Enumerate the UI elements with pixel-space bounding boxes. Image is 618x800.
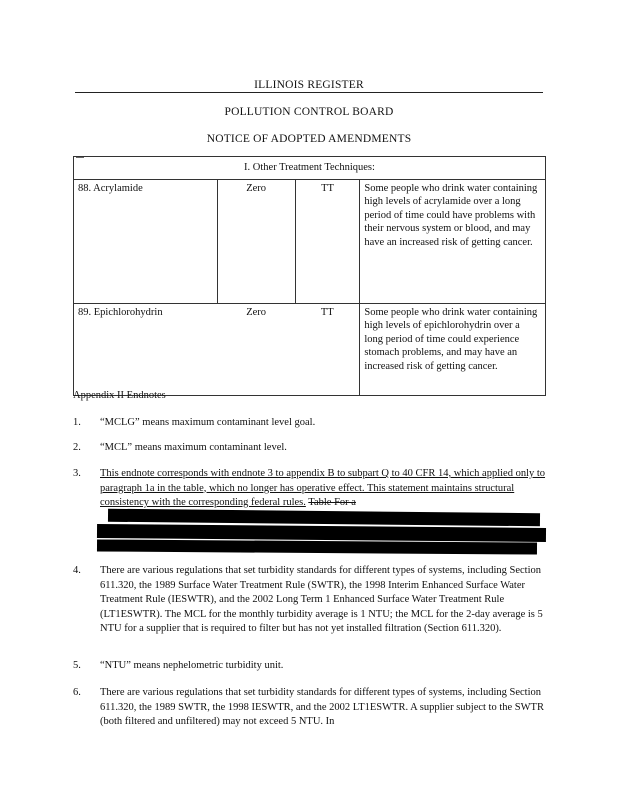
redaction-bar bbox=[108, 509, 540, 527]
table-row bbox=[74, 303, 546, 395]
endnote-number: 5. bbox=[73, 660, 81, 671]
table-section-row bbox=[74, 157, 546, 180]
redaction-bar bbox=[97, 539, 537, 554]
endnote-text: “NTU” means nephelometric turbidity unit. bbox=[100, 660, 284, 671]
effects-cell: Some people who drink water containing high levels of acrylamide over a long period of time could have problems with their nervous system or blood, and may have an increased risk of getting cancer. bbox=[360, 179, 546, 303]
endnote-number: 2. bbox=[73, 442, 81, 453]
endnote-number: 4. bbox=[73, 565, 81, 576]
appendix-title: Appendix II Endnotes bbox=[73, 390, 166, 401]
endnote-text: “MCLG” means maximum contaminant level goal. bbox=[100, 417, 316, 428]
endnote-text: There are various regulations that set turbidity standards for different types of systems, including Section 611.320, the 1989 SWTR, the 1998 IESWTR, and the 2002 LT1ESWTR. A supplier subject to the SWTR (both filtered and unfiltered) may not exceed 5 NTU. In bbox=[100, 687, 544, 727]
mcl-cell: TT bbox=[295, 179, 360, 303]
header-rule bbox=[75, 92, 543, 93]
board-title: POLLUTION CONTROL BOARD bbox=[224, 106, 394, 118]
endnote-number: 3. bbox=[73, 468, 81, 479]
notice-title: NOTICE OF ADOPTED AMENDMENTS bbox=[206, 133, 412, 145]
mcl-cell: TT bbox=[295, 303, 360, 395]
mclg-cell: Zero bbox=[217, 179, 295, 303]
table-section-title: I. Other Treatment Techniques: bbox=[74, 157, 546, 180]
endnote-text: “MCL” means maximum contaminant level. bbox=[100, 442, 287, 453]
added-text: This endnote corresponds with endnote 3 to appendix B to subpart Q to 40 CFR 14, which applied only to paragraph 1a in the table, which no longer has operative effect. This statement maintains structural consistency with the corresponding federal rules. bbox=[100, 468, 546, 508]
contaminant-table bbox=[73, 156, 546, 396]
contaminant-cell: 88. Acrylamide bbox=[74, 179, 218, 303]
endnote-text: There are various regulations that set turbidity standards for different types of systems, including Section 611.320, the 1989 Surface Water Treatment Rule (SWTR), the 1998 Interim Enhanced Surface Water Treatment Rule (IESWTR), and the 2002 Long Term 1 Enhanced Surface Water Treatment Rule (LT1ESWTR). The MCL for the monthly turbidity average is 1 NTU; the MCL for the 2-day average is 5 NTU for a supplier that is required to filter but has not yet installed filtration (Section 611.320). bbox=[100, 565, 543, 634]
endnote-text bbox=[100, 467, 546, 511]
contaminant-cell: 89. Epichlorohydrin bbox=[74, 303, 218, 395]
endnote-number: 6. bbox=[73, 687, 81, 698]
deleted-text: Table For a bbox=[308, 497, 356, 508]
endnote-number: 1. bbox=[73, 417, 81, 428]
mclg-cell: Zero bbox=[217, 303, 295, 395]
table-row bbox=[74, 179, 546, 303]
register-title: ILLINOIS REGISTER bbox=[254, 79, 364, 91]
effects-cell: Some people who drink water containing high levels of epichlorohydrin over a long period of time could experience stomach problems, and may have an increased risk of getting cancer. bbox=[360, 303, 546, 395]
